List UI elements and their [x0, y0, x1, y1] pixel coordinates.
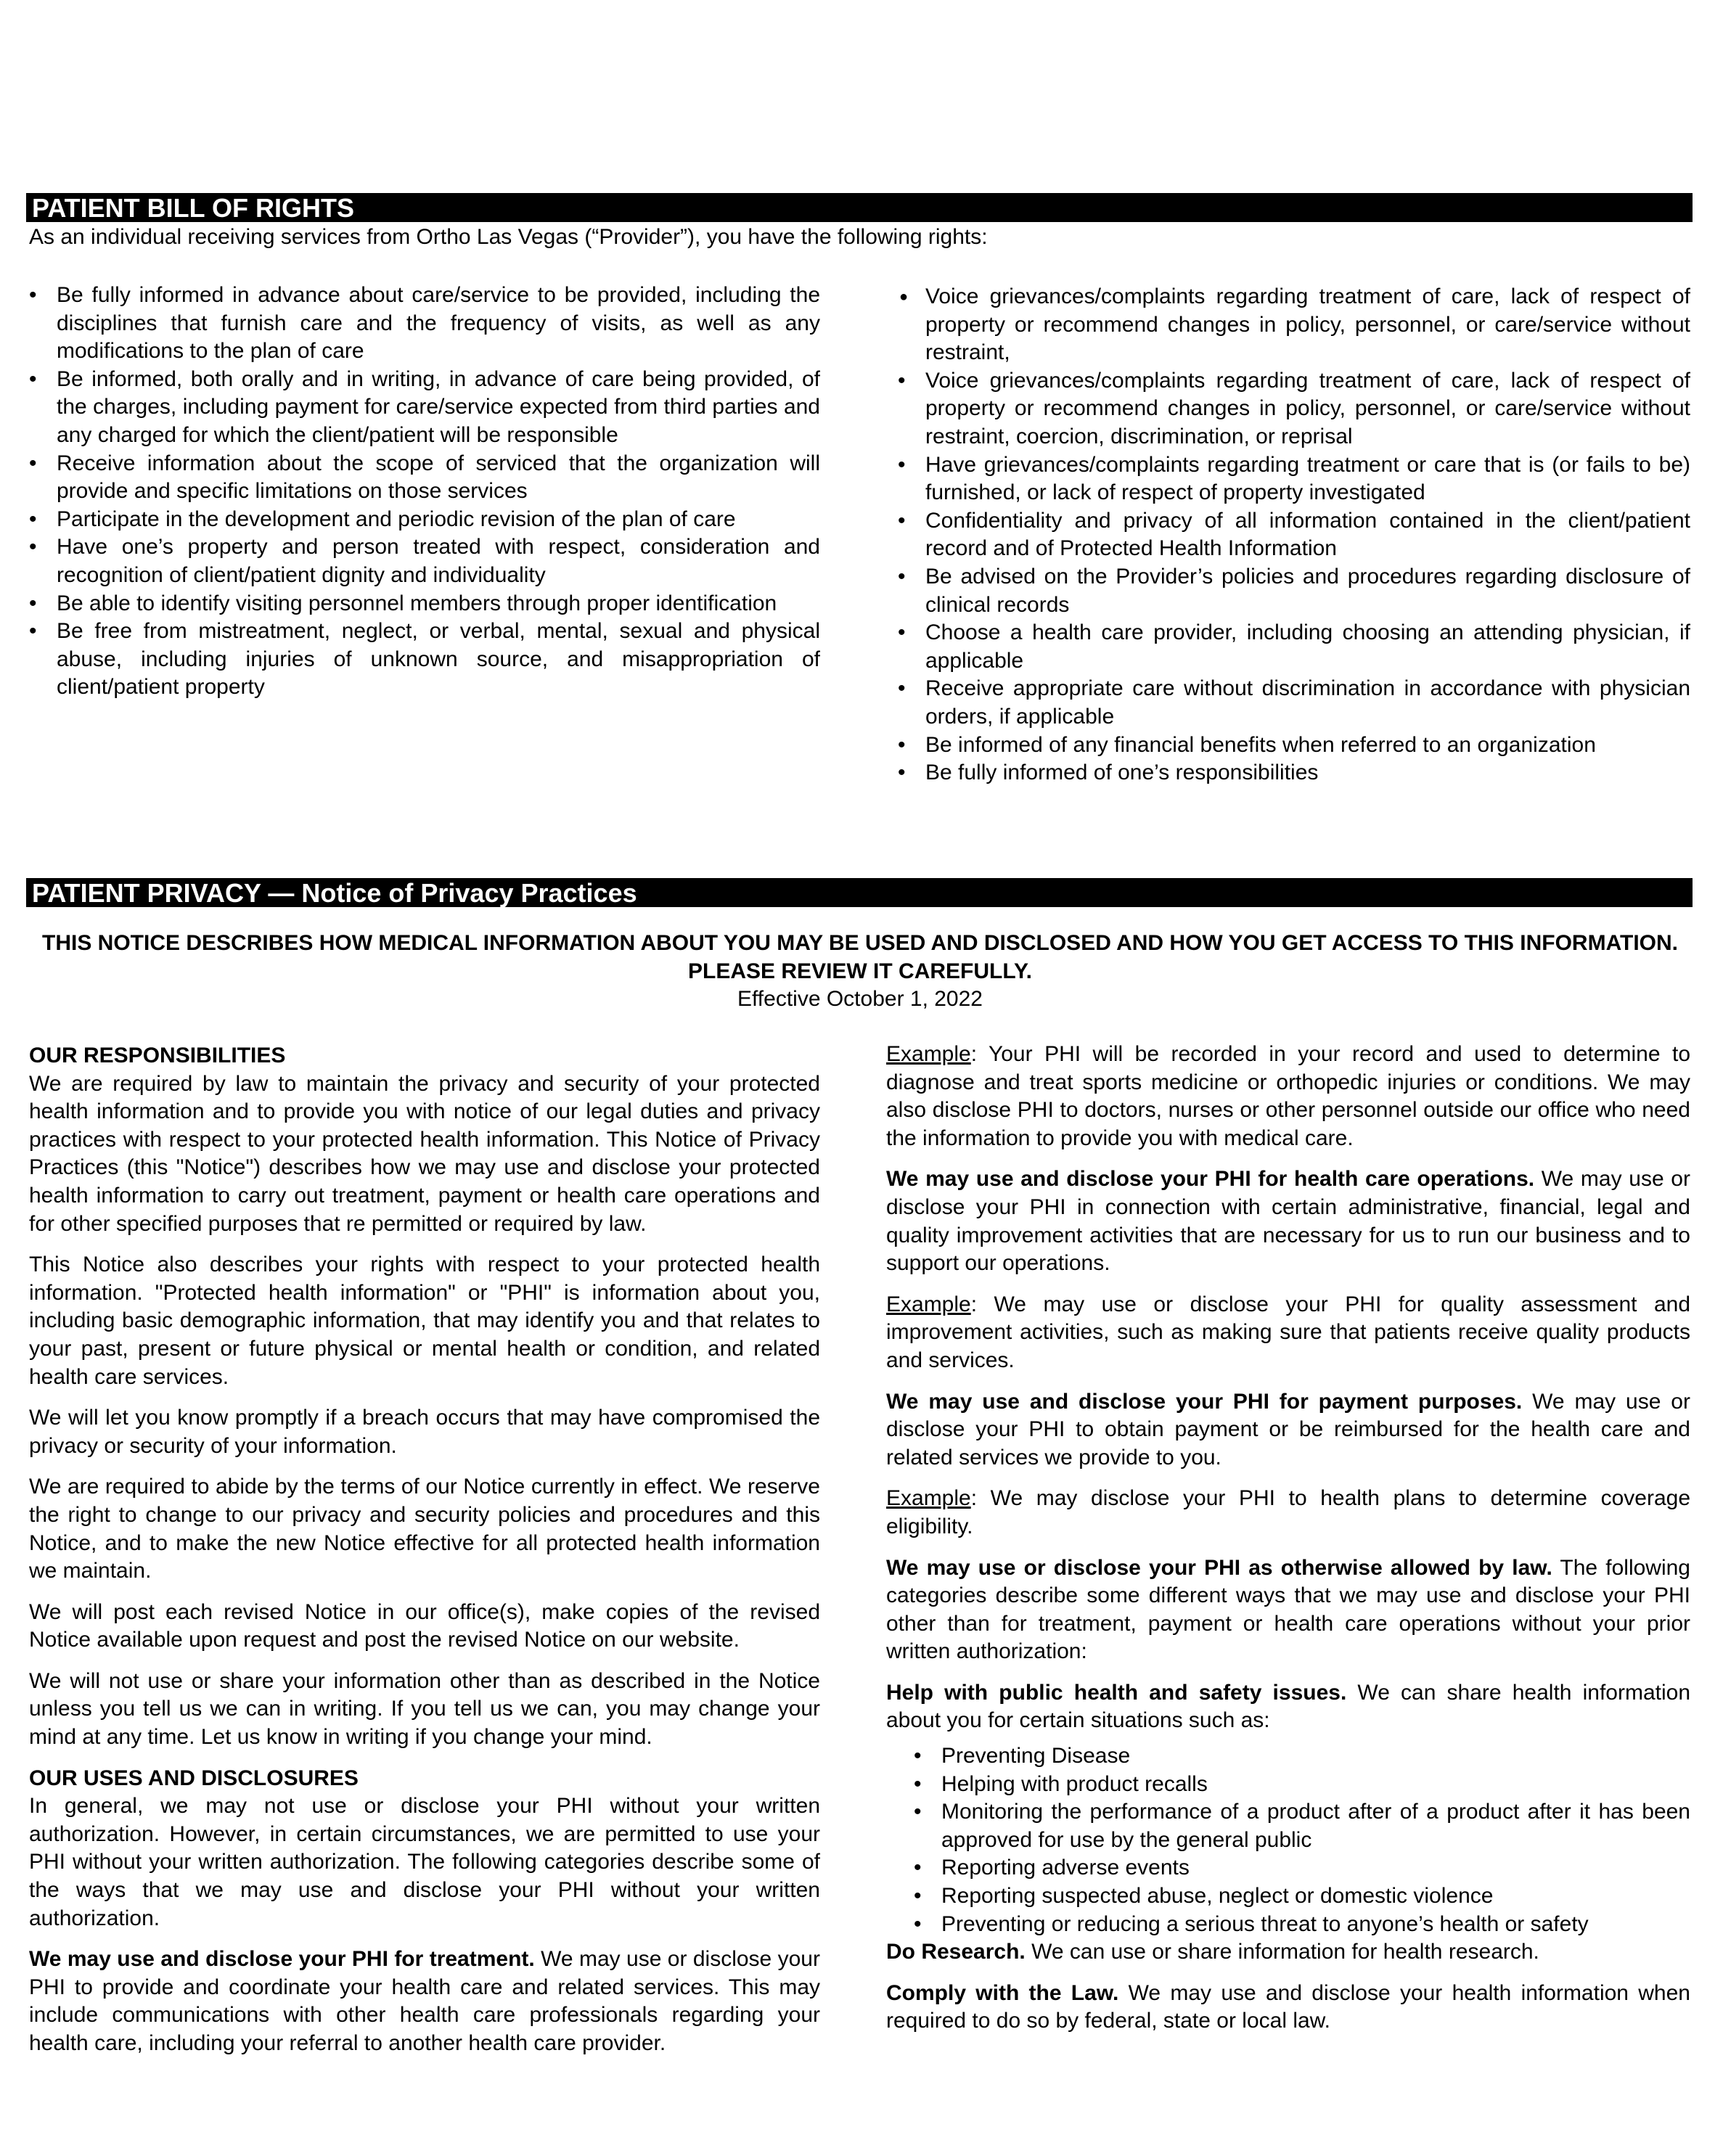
privacy-left-column — [29, 1042, 820, 2071]
right-item: • Be fully informed in advance about care/service to be provided, including the disciplines that furnish care and the frequency of visits, as well as any modifications to the plan of care — [29, 282, 820, 366]
right-item: • Receive appropriate care without discrimination in accordance with physician orders, if applicable — [898, 675, 1690, 731]
paragraph: We can use or share information for health research. — [1025, 1940, 1539, 1964]
privacy-right-column — [886, 1041, 1690, 2049]
paragraph: We will not use or share your information other than as described in the Notice unless you tell us we can in writing. If you tell us we can, you may change your mind at any time. Let us know in writing if you change your mind. — [29, 1668, 820, 1750]
paragraph: We may use or disclose your PHI to provide and coordinate your health care and related services. This may include communications with other health care professionals regarding your health care, including your referral to another health care provider. — [29, 1947, 820, 2055]
comply-heading: Comply with the Law. — [886, 1980, 1119, 2005]
paragraph: The following categories describe some different ways that we may use and disclose your PHI other than for treatment, payment or health care operations without your prior written authorization: — [886, 1555, 1690, 1664]
rights-left-column — [29, 282, 820, 702]
list-item: • Preventing Disease — [914, 1742, 1690, 1771]
operations-heading: We may use and disclose your PHI for health care operations. — [886, 1167, 1535, 1192]
list-item: • Reporting suspected abuse, neglect or domestic violence — [914, 1882, 1690, 1911]
rights-right-list — [898, 367, 1690, 787]
example-label: Example — [886, 1486, 971, 1511]
bill-of-rights-title: PATIENT BILL OF RIGHTS — [26, 193, 1693, 222]
payment-heading: We may use and disclose your PHI for payment purposes. — [886, 1389, 1523, 1414]
uses-heading: OUR USES AND DISCLOSURES — [29, 1766, 359, 1790]
right-item: ● Voice grievances/complaints regarding treatment of care, lack of respect of property or recommend changes in policy, personnel, or care/service without restraint, — [898, 283, 1690, 367]
right-item: • Voice grievances/complaints regarding treatment of care, lack of respect of property or recommend changes in policy, personnel, or care/service without restraint, coercion, discrimination, or reprisal — [898, 367, 1690, 451]
paragraph: In general, we may not use or disclose your PHI without your written authorization. However, in certain circumstances, we are permitted to use your PHI without your written authorization. The following categories describe some of the ways that we may use and disclose your PHI without your written authorization. — [29, 1794, 820, 1930]
paragraph: : We may disclose your PHI to health plans to determine coverage eligibility. — [886, 1486, 1690, 1538]
rights-right-first-list — [898, 283, 1690, 367]
paragraph: We are required by law to maintain the privacy and security of your protected health information and to provide you with notice of our legal duties and privacy practices with respect to your protected health information. This Notice of Privacy Practices (this "Notice") describes how we may use and disclose your protected health information to carry out treatment, payment or health care operations and for other specified purposes that re permitted or required by law. — [29, 1071, 820, 1236]
paragraph: We are required to abide by the terms of our Notice currently in effect. We reserve the right to change to our privacy and security policies and procedures and this Notice, and to make the new Notice effective for all protected health information we maintain. — [29, 1475, 820, 1583]
paragraph: : Your PHI will be recorded in your record and used to determine to diagnose and treat sports medicine or orthopedic injuries or conditions. We may also disclose PHI to doctors, nurses or other personnel outside our office who need the information to provide you with medical care. — [886, 1042, 1690, 1150]
treatment-heading: We may use and disclose your PHI for treatment. — [29, 1947, 535, 1972]
paragraph: We may use or disclose your PHI to obtain payment or be reimbursed for the health care and related services we provide to you. — [886, 1389, 1690, 1470]
right-item: • Be informed, both orally and in writing, in advance of care being provided, of the charges, including payment for care/service expected from third parties and any charged for which the client/patient will be responsible — [29, 366, 820, 450]
research-heading: Do Research. — [886, 1940, 1026, 1964]
privacy-title: PATIENT PRIVACY — Notice of Privacy Practices — [26, 878, 1693, 907]
right-item: • Participate in the development and periodic revision of the plan of care — [29, 506, 820, 534]
rights-right-column — [898, 283, 1690, 787]
list-item: • Reporting adverse events — [914, 1854, 1690, 1882]
right-item: • Be free from mistreatment, neglect, or verbal, mental, sexual and physical abuse, including injuries of unknown source, and misappropriation of client/patient property — [29, 618, 820, 702]
list-item: • Monitoring the performance of a product after of a product after it has been approved for use by the general public — [914, 1798, 1690, 1854]
right-item: • Be able to identify visiting personnel members through proper identification — [29, 590, 820, 618]
right-item: • Receive information about the scope of serviced that the organization will provide and specific limitations on those services — [29, 450, 820, 506]
right-item: • Confidentiality and privacy of all information contained in the client/patient record and of Protected Health Information — [898, 507, 1690, 563]
paragraph: We may use and disclose your health information when required to do so by federal, state or local law. — [886, 1980, 1690, 2033]
right-item: • Have grievances/complaints regarding treatment or care that is (or fails to be) furnished, or lack of respect of property investigated — [898, 451, 1690, 507]
paragraph: We will post each revised Notice in our office(s), make copies of the revised Notice available upon request and post the revised Notice on our website. — [29, 1599, 820, 1652]
paragraph: : We may use or disclose your PHI for quality assessment and improvement activities, such as making sure that patients receive quality products and services. — [886, 1292, 1690, 1372]
list-item: • Preventing or reducing a serious threat to anyone’s health or safety — [914, 1911, 1690, 1939]
notice-heading: THIS NOTICE DESCRIBES HOW MEDICAL INFORMATION ABOUT YOU MAY BE USED AND DISCLOSED AND HOW YOU GET ACCESS TO THIS INFORMATION. PLEASE REVIEW IT CAREFULLY. — [42, 931, 1678, 983]
responsibilities-heading: OUR RESPONSIBILITIES — [29, 1044, 286, 1067]
list-item: • Helping with product recalls — [914, 1771, 1690, 1799]
right-item: • Be advised on the Provider’s policies and procedures regarding disclosure of clinical records — [898, 563, 1690, 619]
paragraph: We can share health information about you for certain situations such as: — [886, 1680, 1691, 1733]
paragraph: We will let you know promptly if a breach occurs that may have compromised the privacy or security of your information. — [29, 1406, 820, 1458]
example-label: Example — [886, 1292, 971, 1316]
public-health-list — [886, 1742, 1690, 1938]
paragraph: This Notice also describes your rights with respect to your protected health information. "Protected health information" or "PHI" is information about you, including basic demographic information, that may identify you and that relates to your past, present or future physical or mental health or condition, and related health care services. — [29, 1253, 820, 1389]
right-item: • Be fully informed of one’s responsibilities — [898, 759, 1690, 787]
example-label: Example — [886, 1042, 971, 1066]
paragraph: We may use or disclose your PHI in connection with certain administrative, financial, legal and quality improvement activities that are necessary for us to run our business and to support our operations. — [886, 1167, 1690, 1276]
bill-of-rights-intro: As an individual receiving services from Ortho Las Vegas (“Provider”), you have the following rights: — [29, 225, 988, 249]
effective-date: Effective October 1, 2022 — [737, 987, 983, 1011]
law-heading: We may use or disclose your PHI as otherwise allowed by law. — [886, 1555, 1552, 1580]
rights-left-list — [29, 282, 820, 702]
right-item: • Be informed of any financial benefits when referred to an organization — [898, 731, 1690, 760]
right-item: • Have one’s property and person treated with respect, consideration and recognition of client/patient dignity and individuality — [29, 533, 820, 589]
right-item: • Choose a health care provider, including choosing an attending physician, if applicable — [898, 619, 1690, 675]
public-health-heading: Help with public health and safety issues. — [886, 1680, 1347, 1705]
